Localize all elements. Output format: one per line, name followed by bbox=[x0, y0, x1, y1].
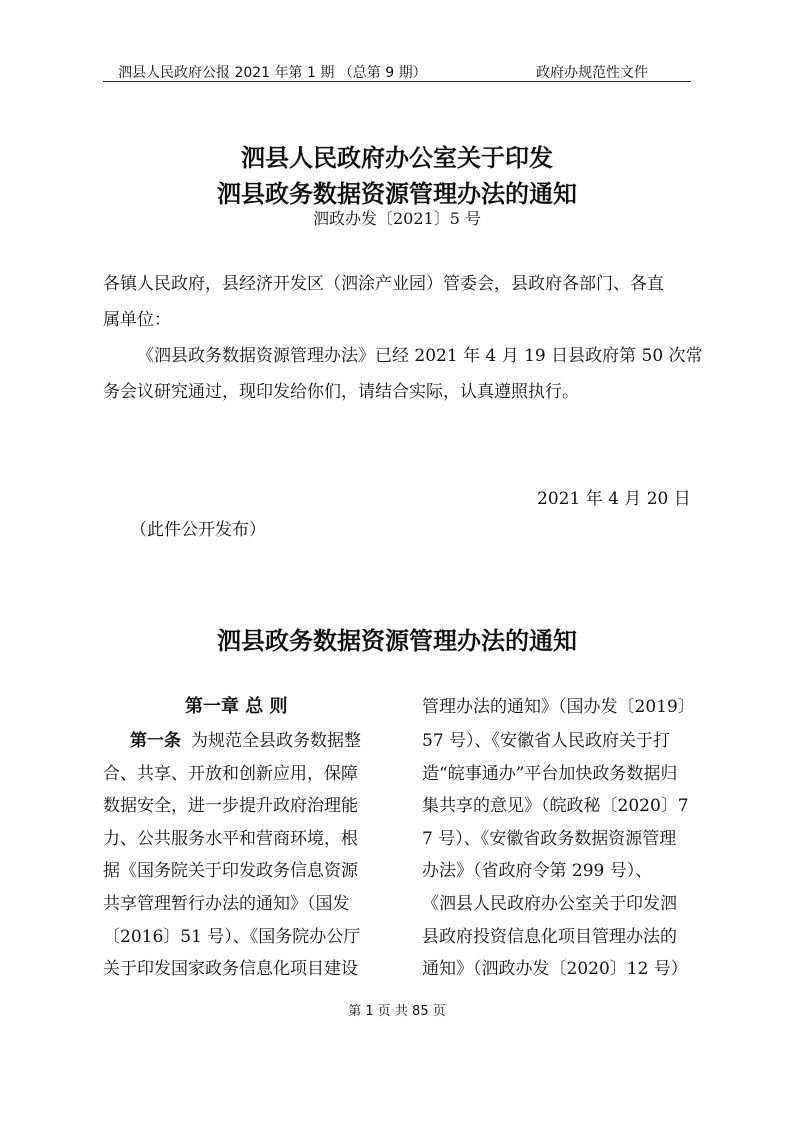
left-column-line: 力、公共服务水平和营商环境，根 bbox=[103, 829, 358, 849]
document-number: 泗政办发〔2021〕5 号 bbox=[313, 209, 481, 228]
left-column-line: 合、共享、开放和创新应用，保障 bbox=[103, 764, 358, 784]
left-column-line: 关于印发国家政务信息化项目建设 bbox=[103, 959, 358, 979]
article-label: 第一条 bbox=[130, 731, 181, 751]
chapter-heading: 第一章 总 则 bbox=[185, 696, 288, 717]
paragraph-1-line-1: 《泗县政务数据资源管理办法》已经 2021 年 4 月 19 日县政府第 50 次常 bbox=[137, 346, 703, 366]
header-divider bbox=[103, 81, 691, 82]
left-column-line: 据《国务院关于印发政务信息资源 bbox=[103, 861, 358, 881]
right-column-line: 《泗县人民政府办公室关于印发泗 bbox=[422, 894, 677, 914]
bulletin-header-right: 政府办规范性文件 bbox=[536, 65, 648, 81]
bulletin-header-left: 泗县人民政府公报 2021 年第 1 期 （总第 9 期） bbox=[118, 65, 427, 81]
document-title-line-2: 泗县政务数据资源管理办法的通知 bbox=[217, 179, 577, 208]
article-1-first-line-text: 为规范全县政务数据整 bbox=[191, 731, 361, 751]
right-column-line: 造“皖事通办”平台加快政务数据归 bbox=[422, 764, 678, 784]
right-column-line: 县政府投资信息化项目管理办法的 bbox=[422, 927, 677, 947]
paragraph-1-line-2: 务会议研究通过，现印发给你们，请结合实际，认真遵照执行。 bbox=[103, 382, 579, 402]
right-column-line: 7 号）、《安徽省政务数据资源管理 bbox=[422, 829, 677, 849]
right-column-line: 通知》（泗政办发〔2020〕12 号） bbox=[422, 959, 688, 979]
left-column-line: 〔2016〕51 号）、《国务院办公厅 bbox=[103, 927, 361, 947]
article-1-first-line bbox=[130, 726, 361, 751]
right-column-line: 管理办法的通知》（国办发〔2019〕 bbox=[422, 697, 695, 717]
recipients-line-1: 各镇人民政府，县经济开发区（泗涂产业园）管委会，县政府各部门、各直 bbox=[103, 274, 664, 294]
left-column-line: 共享管理暂行办法的通知》（国发 bbox=[103, 894, 350, 914]
right-column-line: 办法》（省政府令第 299 号）、 bbox=[422, 861, 653, 881]
right-column-line: 集共享的意见》（皖政秘〔2020〕7 bbox=[422, 796, 689, 816]
left-column-line: 数据安全，进一步提升政府治理能 bbox=[103, 796, 358, 816]
document-title-line-1: 泗县人民政府办公室关于印发 bbox=[241, 143, 553, 172]
page-number: 第 1 页 共 85 页 bbox=[348, 1004, 446, 1019]
publication-note: （此件公开发布） bbox=[130, 520, 266, 540]
recipients-line-2: 属单位： bbox=[103, 310, 171, 330]
issue-date: 2021 年 4 月 20 日 bbox=[537, 489, 691, 509]
attachment-title: 泗县政务数据资源管理办法的通知 bbox=[217, 626, 577, 655]
right-column-line: 57 号）、《安徽省人民政府关于打 bbox=[422, 731, 671, 751]
